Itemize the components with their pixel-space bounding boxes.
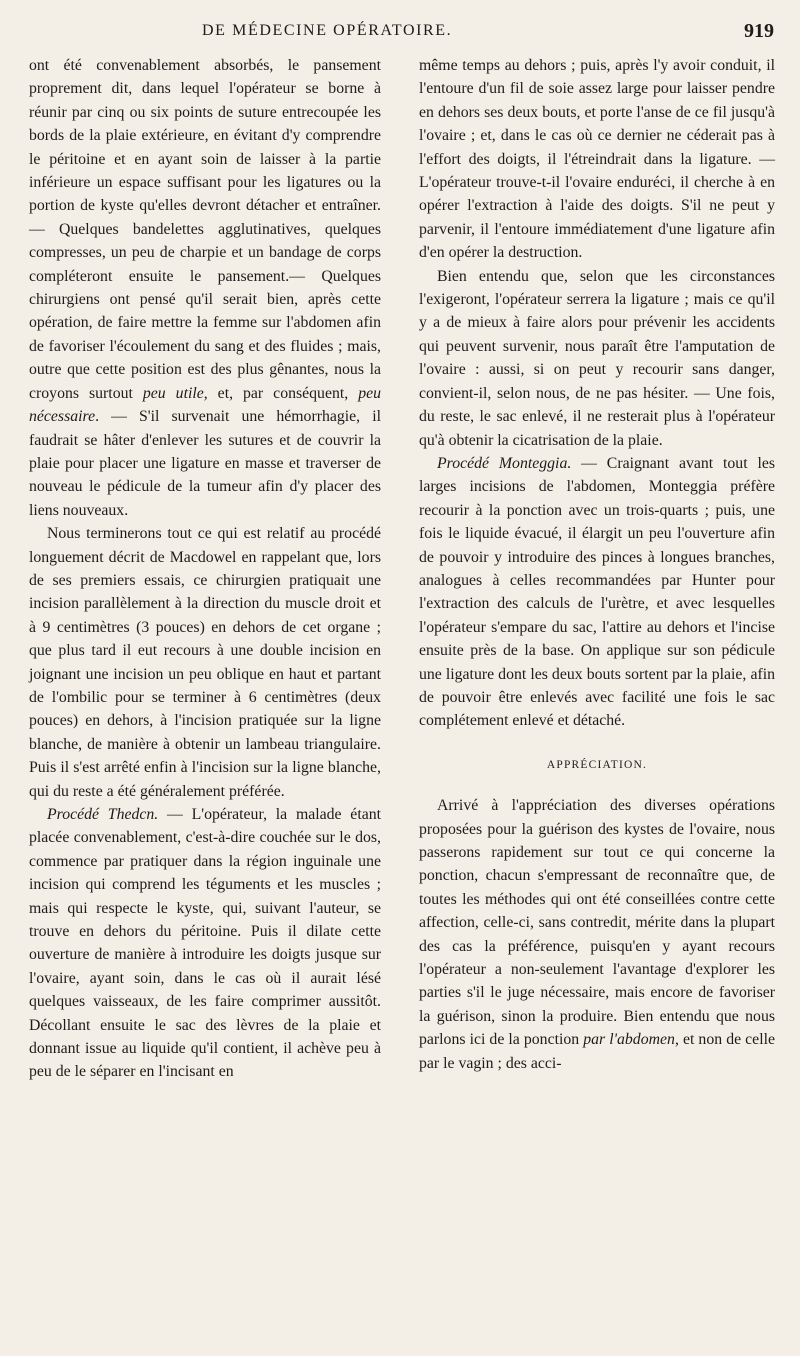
emphasis-text: par l'abdomen xyxy=(583,1031,675,1049)
procedure-title: Procédé Thedcn. xyxy=(47,806,159,823)
paragraph-text: Arrivé à l'appréciation des diverses opérations proposées pour la guérison des kystes de l'ovaire, nous passerons rapidement sur tout ce qui concerne la ponction, chacun s'empressant de reconnaître que, de toutes les méthodes qui ont été conseillées contre cette affection, celle-ci, sans contredit, mérite dans la plupart des cas la préférence, puisqu'en y ayant recours l'opérateur a non-seulement l'avantage d'explorer les parties s'il le juge nécessaire, mais encore de favoriser la guérison, sinon la produire. Bien entendu que nous parlons ici de la ponction xyxy=(419,797,775,1049)
paragraph-text: même temps au dehors ; puis, après l'y avoir conduit, il l'entoure d'un fil de soie assez large pour laisser pendre en dehors ses deux bouts, et porte l'anse de ce fil jusqu'à l'ovaire ; et, dans le cas où ce dernier ne céderait pas à l'effort des doigts, il l'étreindrait dans la ligature. — L'opérateur trouve-t-il l'ovaire enduréci, il cherche à en opérer l'extraction à l'aide des doigts. S'il ne peut y parvenir, il l'entoure immédiatement d'une ligature afin d'en opérer la destruction. xyxy=(419,57,775,262)
procedure-title: Procédé Monteggia. xyxy=(437,454,572,472)
emphasis-text: peu utile xyxy=(142,384,204,402)
paragraph xyxy=(29,54,381,522)
paragraph xyxy=(419,452,775,733)
paragraph-text: , et non de celle par le vagin ; des acci- xyxy=(419,1031,775,1072)
running-head: DE MÉDECINE OPÉRATOIRE. xyxy=(202,22,453,39)
paragraph xyxy=(419,794,775,1075)
page-header xyxy=(30,8,776,44)
paragraph xyxy=(419,265,775,452)
paragraph xyxy=(29,803,381,1084)
paragraph-text: Nous terminerons tout ce qui est relatif au procédé longuement décrit de Macdowel en rappelant que, lors de ses premiers essais, ce chirurgien pratiquait une incision parallèlement à la direction du muscle droit et à 9 centimètres (3 pouces) en dehors de cet organe ; que plus tard il eut recours à une double incision en joignant une incision un peu oblique en haut et partant de l'ombilic pour se terminer à 6 centimètres (deux pouces) en dehors, à l'incision pratiquée sur la ligne blanche, de manière à obtenir un lambeau triangulaire. Puis il s'est arrêté enfin à l'incision sur la ligne blanche, qui du reste a été généralement préférée. xyxy=(29,525,381,800)
paragraph xyxy=(29,522,381,803)
emphasis-text: peu nécessaire xyxy=(29,384,381,426)
paragraph-text: , et, par conséquent, xyxy=(203,384,359,402)
paragraph xyxy=(419,54,775,265)
right-column xyxy=(419,54,775,1075)
section-heading: APPRÉCIATION. xyxy=(546,758,648,771)
paragraph-text: — L'opérateur, la malade étant placée convenablement, c'est-à-dire couchée sur le dos, commence par pratiquer dans la région inguinale une incision qui comprend les téguments et les muscles ; mais qui respecte le kyste, qui, suivant l'auteur, se trouve en dehors du péritoine. Puis il dilate cette ouverture de manière à introduire les doigts jusque sur l'ovaire, ayant soin, dans le cas où il aurait lésé quelques vaisseaux, de les faire comprimer aussitôt. Décollant ensuite le sac des lèvres de la plaie et donnant issue au liquide qu'il contient, il achève peu à peu de le séparer en l'incisant en xyxy=(29,806,382,1081)
paragraph-text: . — S'il survenait une hémorrhagie, il faudrait se hâter d'enlever les sutures et de couvrir la plaie pour placer une ligature en masse et traverser de nouveau le pédicule de la tumeur afin d'y placer des liens nouveaux. xyxy=(29,408,381,519)
left-column xyxy=(29,54,381,1084)
page-number: 919 xyxy=(744,20,774,42)
paragraph-text: ont été convenablement absorbés, le pansement proprement dit, dans lequel l'opérateur se borne à réunir par cinq ou six points de suture entrecoupée les bords de la plaie extérieure, en évitant d'y comprendre le péritoine et en ayant soin de laisser à la partie inférieure un espace suffisant pour les ligatures ou la portion de kyste qu'elles devront détacher et entraîner. — Quelques bandelettes agglutinatives, quelques compresses, un peu de charpie et un bandage de corps compléteront ensuite le pansement.— Quelques chirurgiens ont pensé qu'il serait bien, après cette opération, de faire mettre la femme sur l'abdomen afin de favoriser l'écoulement du sang et des fluides ; mais, outre que cette position est des plus gênantes, nous la croyons surtout xyxy=(29,57,381,402)
paragraph-text: Bien entendu que, selon que les circonstances l'exigeront, l'opérateur serrera la ligature ; mais ce qu'il y a de mieux à faire alors pour prévenir les accidents qui peuvent survenir, nous paraît être l'amputation de l'ovaire : aussi, si on peut y recourir sans danger, convient-il, selon nous, de ne pas hésiter. — Une fois, du reste, le sac enlevé, il ne resterait plus à l'opérateur qu'à obtenir la cicatrisation de la plaie. xyxy=(419,267,775,449)
paragraph-text: — Craignant avant tout les larges incisions de l'abdomen, Monteggia préfère recourir à la ponction avec un trois-quarts ; puis, une fois le liquide évacué, il élargit un peu l'ouverture afin de pouvoir y introduire des pinces à longues branches, analogues à celles recommandées par Hunter pour l'extraction des calculs de l'urètre, et avec lesquelles l'opérateur s'empare du sac, l'attire au dehors et l'incise ensuite près de la base. On applique sur son pédicule une ligature dont les deux bouts sortent par la plaie, afin de pouvoir être enlevés avec facilité une fois le sac complétement enlevé et détaché. xyxy=(419,454,775,730)
